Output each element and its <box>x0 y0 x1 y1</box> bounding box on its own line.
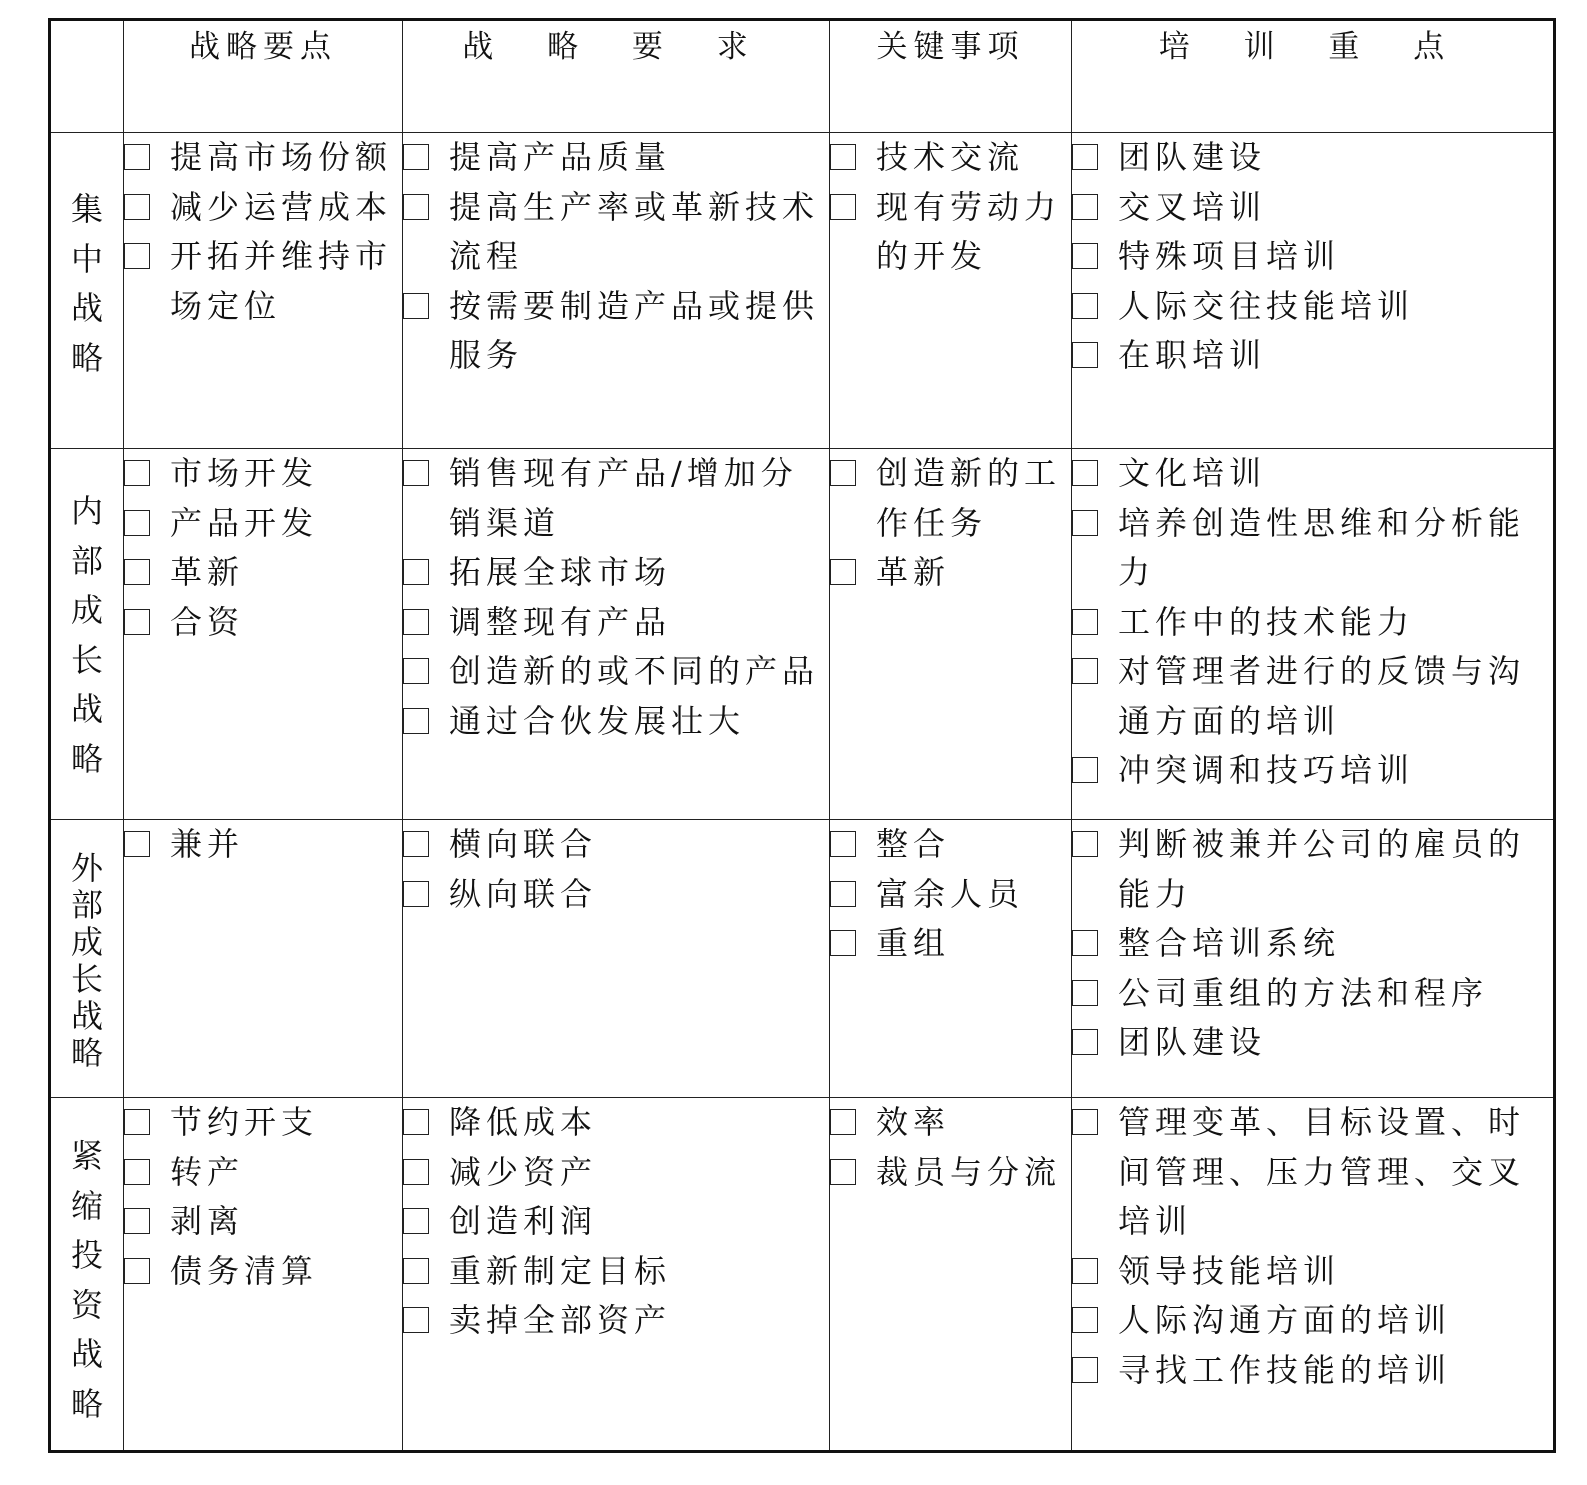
checkbox-icon <box>124 243 150 269</box>
checklist-item-label: 拓展全球市场 <box>449 553 672 591</box>
checkbox-icon <box>1072 1029 1098 1055</box>
checklist-item-label: 人际交往技能培训 <box>1118 286 1415 325</box>
checklist-item-label: 提高市场份额 <box>170 138 393 176</box>
row-label-char: 战 <box>70 1335 103 1373</box>
checklist-item-label: 文化培训 <box>1118 454 1267 492</box>
row-label-char: 略 <box>70 739 103 778</box>
checklist-item <box>1072 133 1553 183</box>
row-label-char: 集 <box>70 190 103 228</box>
row-label-char: 中 <box>70 239 103 278</box>
checklist-item-label: 剥离 <box>170 1202 245 1240</box>
row-label-char: 略 <box>70 338 103 377</box>
row-label-char: 略 <box>70 1384 103 1423</box>
checkbox-icon <box>403 658 429 684</box>
checklist-item-label: 兼并 <box>170 825 245 863</box>
checklist-item-label: 在职培训 <box>1118 336 1267 374</box>
checklist-item <box>124 499 402 549</box>
checklist-item-label: 判断被兼并公司的雇员的能力 <box>1118 825 1526 913</box>
checklist-item-label: 横向联合 <box>449 825 598 863</box>
cell-key-items <box>830 449 1072 820</box>
checklist-item <box>1072 1018 1553 1068</box>
row-label-concentration <box>50 133 124 449</box>
checkbox-icon <box>124 460 150 486</box>
checklist-item <box>403 1296 829 1346</box>
checklist-item-label: 革新 <box>876 553 951 591</box>
checkbox-icon <box>1072 460 1098 486</box>
checklist-item-label: 交叉培训 <box>1118 187 1267 226</box>
header-training-focus: 培 训 重 点 <box>1072 20 1555 133</box>
checkbox-icon <box>830 194 856 220</box>
checkbox-icon <box>403 1109 429 1135</box>
checklist-item-label: 对管理者进行的反馈与沟通方面的培训 <box>1118 652 1526 740</box>
row-label-char: 部 <box>70 886 103 924</box>
checklist-item-label: 减少资产 <box>449 1152 598 1191</box>
checklist-item-label: 重新制定目标 <box>449 1251 672 1290</box>
checkbox-icon <box>403 708 429 734</box>
checklist-item <box>1072 331 1553 381</box>
checklist-item-label: 现有劳动力的开发 <box>876 187 1062 275</box>
checklist-item <box>1072 1346 1553 1396</box>
checklist-item-label: 卖掉全部资产 <box>449 1301 672 1339</box>
row-label-char: 资 <box>70 1285 103 1324</box>
row-label-char: 长 <box>70 640 103 679</box>
row-label-char: 投 <box>70 1236 103 1274</box>
checklist-item <box>403 1148 829 1198</box>
checklist-item <box>830 548 1071 598</box>
checklist-item-label: 转产 <box>170 1152 245 1191</box>
checklist-item-label: 节约开支 <box>170 1103 319 1141</box>
checkbox-icon <box>403 460 429 486</box>
checkbox-icon <box>1072 144 1098 170</box>
strategy-training-table <box>48 18 1556 1453</box>
checkbox-icon <box>403 293 429 319</box>
checkbox-icon <box>1072 194 1098 220</box>
checklist-item <box>124 1098 402 1148</box>
checklist-item-label: 市场开发 <box>170 454 319 492</box>
checklist-item <box>403 282 829 381</box>
checklist-item-label: 领导技能培训 <box>1118 1251 1341 1290</box>
checkbox-icon <box>403 609 429 635</box>
checkbox-icon <box>830 930 856 956</box>
checklist-item <box>403 1247 829 1297</box>
checklist-item-label: 按需要制造产品或提供服务 <box>449 286 820 374</box>
row-retrenchment-strategy <box>50 1098 1555 1452</box>
checklist-item <box>830 919 1071 969</box>
checkbox-icon <box>1072 1109 1098 1135</box>
checkbox-icon <box>1072 609 1098 635</box>
checklist-item-label: 开拓并维持市场定位 <box>170 237 393 325</box>
cell-key-items <box>830 1098 1072 1452</box>
cell-strategy-requirements <box>403 820 830 1098</box>
checklist-item <box>830 820 1071 870</box>
row-label-char: 部 <box>70 541 103 580</box>
checklist-item <box>1072 1098 1553 1247</box>
checklist-item-label: 整合 <box>876 825 951 863</box>
checklist-item <box>403 820 829 870</box>
checklist-item-label: 调整现有产品 <box>449 602 672 641</box>
checklist-item-label: 重组 <box>876 924 951 962</box>
checklist-item-label: 革新 <box>170 553 245 591</box>
checkbox-icon <box>1072 980 1098 1006</box>
checklist-item <box>124 183 402 233</box>
checkbox-icon <box>403 881 429 907</box>
row-label-char: 缩 <box>70 1186 103 1225</box>
checklist-item-label: 人际沟通方面的培训 <box>1118 1301 1452 1339</box>
checkbox-icon <box>830 881 856 907</box>
checkbox-icon <box>124 609 150 635</box>
checklist-item <box>403 647 829 697</box>
checklist-item-label: 裁员与分流 <box>876 1152 1062 1191</box>
checkbox-icon <box>124 1109 150 1135</box>
cell-training-focus <box>1072 133 1555 449</box>
cell-strategy-requirements <box>403 449 830 820</box>
checkbox-icon <box>830 1109 856 1135</box>
checklist-item-label: 销售现有产品/增加分销渠道 <box>449 454 798 542</box>
checklist-item <box>1072 746 1553 796</box>
header-strategy-points: 战略要点 <box>124 20 403 133</box>
checklist-item-label: 创造新的或不同的产品 <box>449 652 820 690</box>
checklist-item <box>124 548 402 598</box>
checklist-item <box>1072 969 1553 1019</box>
checkbox-icon <box>1072 1307 1098 1333</box>
cell-strategy-requirements <box>403 1098 830 1452</box>
row-label-char: 战 <box>70 289 103 327</box>
checkbox-icon <box>403 831 429 857</box>
checklist-item <box>1072 449 1553 499</box>
checklist-item-label: 纵向联合 <box>449 874 598 913</box>
checklist-item <box>830 449 1071 548</box>
checkbox-icon <box>403 144 429 170</box>
checklist-item <box>124 133 402 183</box>
checklist-item <box>1072 183 1553 233</box>
row-internal-growth-strategy <box>50 449 1555 820</box>
cell-training-focus <box>1072 449 1555 820</box>
cell-strategy-points <box>124 133 403 449</box>
row-label-char: 长 <box>70 960 103 998</box>
header-corner <box>50 20 124 133</box>
checklist-item-label: 冲突调和技巧培训 <box>1118 751 1415 789</box>
checkbox-icon <box>124 510 150 536</box>
checklist-item-label: 提高生产率或革新技术流程 <box>449 187 820 275</box>
checklist-item <box>1072 1247 1553 1297</box>
checkbox-icon <box>1072 831 1098 857</box>
checklist-item-label: 效率 <box>876 1103 951 1141</box>
checkbox-icon <box>830 460 856 486</box>
checklist-item-label: 管理变革、目标设置、时间管理、压力管理、交叉培训 <box>1118 1103 1526 1240</box>
checklist-item-label: 工作中的技术能力 <box>1118 602 1415 641</box>
checklist-item-label: 富余人员 <box>876 874 1025 913</box>
checklist-item-label: 产品开发 <box>170 503 319 542</box>
checklist-item <box>403 1098 829 1148</box>
checklist-item <box>124 1197 402 1247</box>
checklist-item <box>403 449 829 548</box>
header-strategy-requirements: 战 略 要 求 <box>403 20 830 133</box>
checkbox-icon <box>124 1258 150 1284</box>
checkbox-icon <box>1072 757 1098 783</box>
checklist-item <box>403 870 829 920</box>
checklist-item <box>403 183 829 282</box>
checklist-item <box>1072 499 1553 598</box>
checklist-item-label: 通过合伙发展壮大 <box>449 701 746 740</box>
checklist-item <box>124 232 402 331</box>
header-key-items: 关键事项 <box>830 20 1072 133</box>
checklist-item-label: 合资 <box>170 602 245 641</box>
checklist-item <box>403 548 829 598</box>
checklist-item <box>124 598 402 648</box>
checkbox-icon <box>124 1208 150 1234</box>
checkbox-icon <box>403 1208 429 1234</box>
checkbox-icon <box>403 559 429 585</box>
checklist-item <box>1072 598 1553 648</box>
row-label-char: 内 <box>70 492 103 530</box>
checklist-item-label: 寻找工作技能的培训 <box>1118 1350 1452 1389</box>
checklist-item-label: 团队建设 <box>1118 1023 1267 1061</box>
checklist-item <box>403 598 829 648</box>
checklist-item <box>403 1197 829 1247</box>
checklist-item-label: 培养创造性思维和分析能力 <box>1118 503 1526 591</box>
checklist-item <box>403 697 829 747</box>
row-label-retrenchment <box>50 1098 124 1452</box>
checkbox-icon <box>830 831 856 857</box>
cell-strategy-requirements <box>403 133 830 449</box>
checklist-item <box>830 1098 1071 1148</box>
checklist-item <box>124 1148 402 1198</box>
checklist-item <box>830 133 1071 183</box>
cell-strategy-points <box>124 1098 403 1452</box>
checklist-item <box>1072 647 1553 746</box>
checkbox-icon <box>124 144 150 170</box>
checklist-item-label: 整合培训系统 <box>1118 924 1341 962</box>
row-label-char: 紧 <box>70 1137 103 1175</box>
row-label-internal-growth <box>50 449 124 820</box>
checkbox-icon <box>124 1159 150 1185</box>
checklist-item-label: 提高产品质量 <box>449 138 672 176</box>
checklist-item-label: 降低成本 <box>449 1103 598 1141</box>
cell-key-items <box>830 133 1072 449</box>
checkbox-icon <box>1072 510 1098 536</box>
checkbox-icon <box>830 1159 856 1185</box>
checkbox-icon <box>124 559 150 585</box>
checklist-item <box>124 449 402 499</box>
checkbox-icon <box>403 1307 429 1333</box>
checklist-item <box>1072 282 1553 332</box>
cell-training-focus <box>1072 820 1555 1098</box>
header-row <box>50 20 1555 133</box>
checklist-item <box>124 820 402 870</box>
row-label-char: 略 <box>70 1034 103 1072</box>
checkbox-icon <box>403 1258 429 1284</box>
checklist-item-label: 团队建设 <box>1118 138 1267 176</box>
cell-strategy-points <box>124 820 403 1098</box>
checkbox-icon <box>124 194 150 220</box>
checklist-item-label: 债务清算 <box>170 1251 319 1290</box>
checkbox-icon <box>1072 1258 1098 1284</box>
checkbox-icon <box>1072 293 1098 319</box>
checklist-item-label: 公司重组的方法和程序 <box>1118 973 1489 1012</box>
checklist-item-label: 创造利润 <box>449 1202 598 1240</box>
checklist-item-label: 技术交流 <box>876 138 1025 176</box>
checkbox-icon <box>830 559 856 585</box>
checkbox-icon <box>403 1159 429 1185</box>
row-external-growth-strategy <box>50 820 1555 1098</box>
checkbox-icon <box>830 144 856 170</box>
row-label-char: 战 <box>70 690 103 728</box>
checklist-item-label: 减少运营成本 <box>170 187 393 226</box>
row-concentration-strategy <box>50 133 1555 449</box>
checklist-item <box>403 133 829 183</box>
checkbox-icon <box>1072 243 1098 269</box>
checklist-item-label: 特殊项目培训 <box>1118 237 1341 275</box>
checkbox-icon <box>1072 930 1098 956</box>
checklist-item <box>830 183 1071 282</box>
checklist-item <box>1072 919 1553 969</box>
row-label-char: 战 <box>70 997 103 1035</box>
checklist-item <box>1072 820 1553 919</box>
cell-strategy-points <box>124 449 403 820</box>
checkbox-icon <box>1072 342 1098 368</box>
cell-key-items <box>830 820 1072 1098</box>
checklist-item <box>830 1148 1071 1198</box>
row-label-char: 外 <box>70 849 103 887</box>
checkbox-icon <box>1072 658 1098 684</box>
checklist-item <box>1072 1296 1553 1346</box>
checkbox-icon <box>124 831 150 857</box>
checklist-item <box>124 1247 402 1297</box>
row-label-external-growth <box>50 820 124 1098</box>
row-label-char: 成 <box>70 591 103 629</box>
checklist-item-label: 创造新的工作任务 <box>876 454 1062 542</box>
checklist-item <box>1072 232 1553 282</box>
cell-training-focus <box>1072 1098 1555 1452</box>
checklist-item <box>830 870 1071 920</box>
checkbox-icon <box>1072 1357 1098 1383</box>
checkbox-icon <box>403 194 429 220</box>
row-label-char: 成 <box>70 923 103 961</box>
